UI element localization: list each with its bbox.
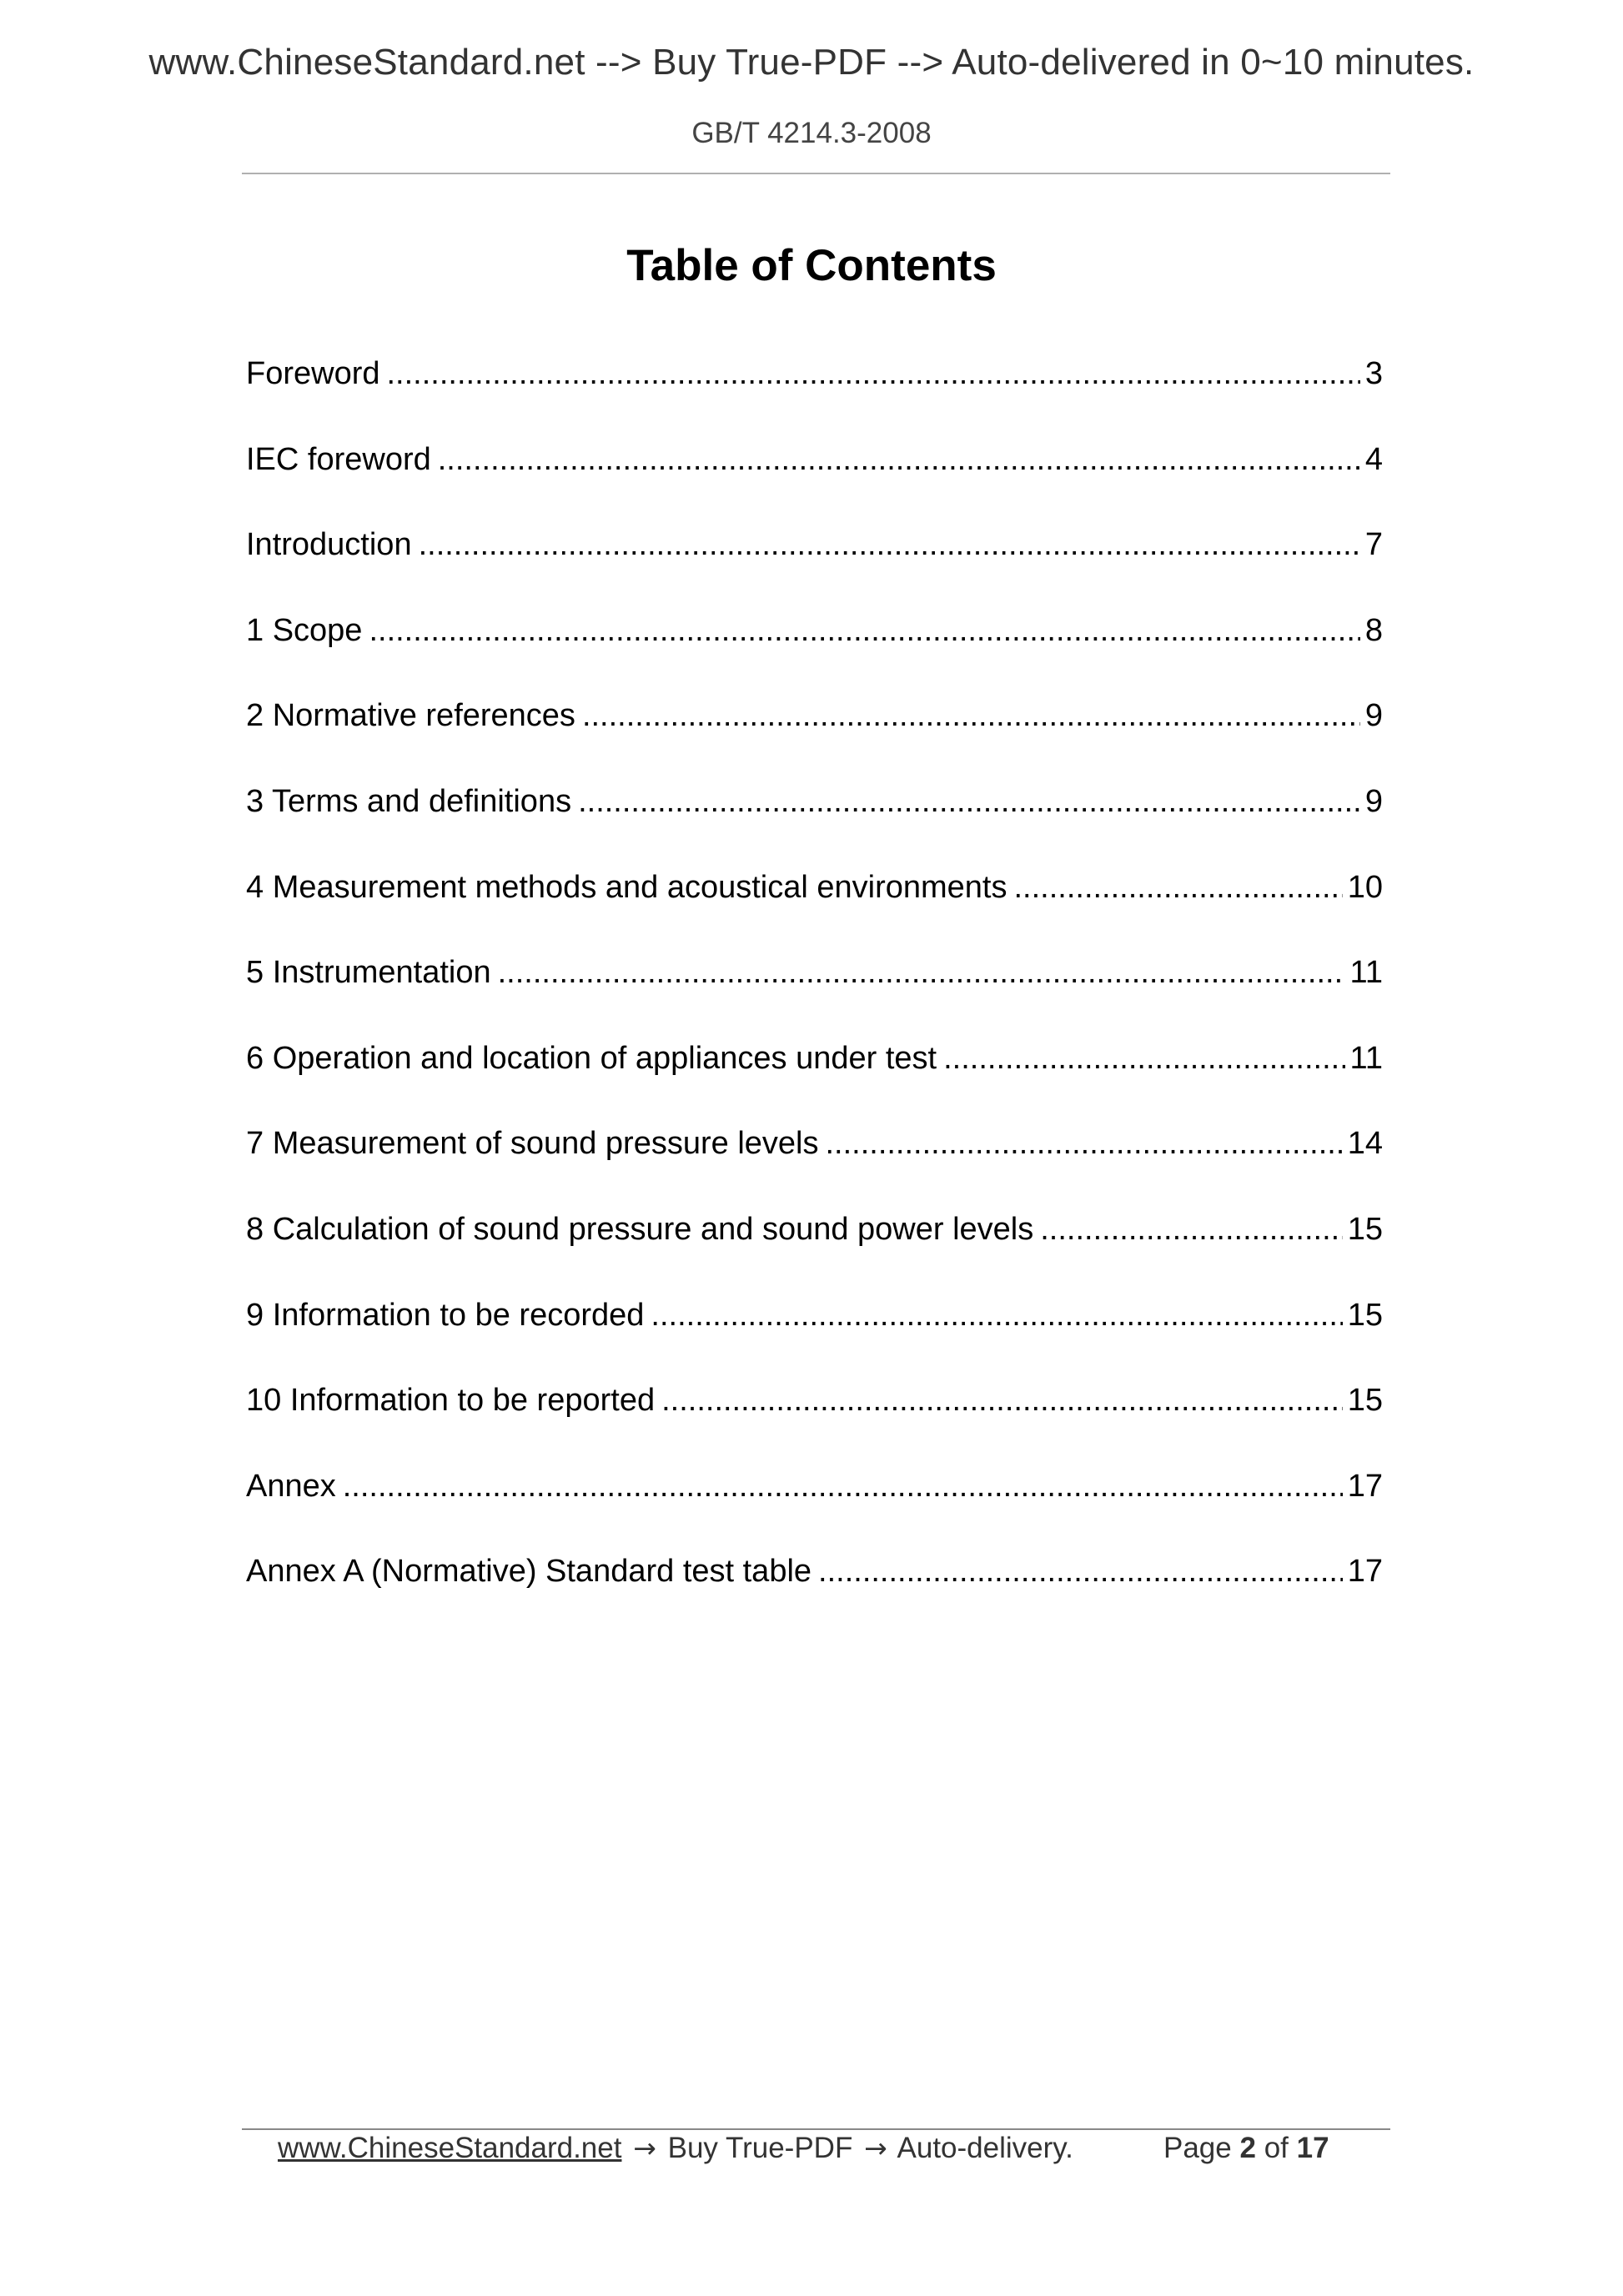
toc-leader-dots: [369, 607, 1359, 654]
toc-entry-label: Annex: [246, 1468, 336, 1504]
toc-entry-label: Annex A (Normative) Standard test table: [246, 1554, 812, 1590]
header-divider: [242, 173, 1390, 174]
toc-entry-label: 2 Normative references: [246, 698, 575, 734]
toc-entry-sound-pressure-measurement[interactable]: [246, 1120, 1383, 1206]
toc-entry-introduction[interactable]: [246, 521, 1383, 607]
toc-entry-label: 4 Measurement methods and acoustical environments: [246, 869, 1007, 905]
toc-entry-label: IEC foreword: [246, 441, 431, 477]
toc-leader-dots: [1040, 1206, 1342, 1253]
toc-entry-page: 7: [1364, 527, 1383, 563]
page-counter: [1163, 2132, 1329, 2165]
toc-entry-terms-definitions[interactable]: [246, 778, 1383, 864]
toc-entry-page: 15: [1347, 1297, 1383, 1333]
footer-delivery-text: Auto-delivery.: [897, 2132, 1073, 2164]
footer-site-link[interactable]: www.ChineseStandard.net: [278, 2132, 622, 2164]
toc-leader-dots: [387, 350, 1360, 397]
toc-entry-information-reported[interactable]: [246, 1377, 1383, 1463]
toc-entry-label: Introduction: [246, 527, 412, 563]
top-banner: www.ChineseStandard.net --> Buy True-PDF --> Auto-delivered in 0~10 minutes.: [148, 42, 1475, 83]
toc-entry-page: 9: [1364, 783, 1383, 819]
toc-leader-dots: [578, 778, 1360, 825]
toc-entry-information-recorded[interactable]: [246, 1292, 1383, 1378]
toc-entry-operation-location[interactable]: [246, 1035, 1383, 1121]
toc-title: Table of Contents: [626, 241, 997, 290]
footer-promo: [278, 2132, 1073, 2165]
total-pages-number: 17: [1296, 2132, 1329, 2164]
toc-leader-dots: [582, 692, 1360, 739]
toc-entry-page: 17: [1347, 1468, 1383, 1504]
toc-entry-label: 5 Instrumentation: [246, 955, 491, 991]
toc-entry-label: 7 Measurement of sound pressure levels: [246, 1126, 819, 1162]
of-word: of: [1264, 2132, 1289, 2164]
toc-entry-annex-a[interactable]: [246, 1548, 1383, 1634]
toc-entry-page: 10: [1347, 869, 1383, 905]
toc-list: [246, 350, 1383, 1634]
toc-entry-page: 14: [1347, 1126, 1383, 1162]
toc-leader-dots: [943, 1035, 1344, 1082]
toc-entry-label: 1 Scope: [246, 612, 363, 648]
toc-entry-page: 4: [1364, 441, 1383, 477]
toc-leader-dots: [498, 949, 1345, 996]
document-code: GB/T 4214.3-2008: [691, 117, 932, 149]
toc-entry-label: 10 Information to be reported: [246, 1383, 656, 1419]
toc-entry-label: 8 Calculation of sound pressure and sound power levels: [246, 1211, 1034, 1247]
toc-entry-normative-references[interactable]: [246, 692, 1383, 778]
toc-entry-measurement-methods[interactable]: [246, 864, 1383, 950]
toc-leader-dots: [661, 1377, 1343, 1424]
toc-entry-instrumentation[interactable]: [246, 949, 1383, 1035]
toc-leader-dots: [343, 1463, 1343, 1510]
arrow-right-icon: →: [864, 2132, 887, 2164]
current-page-number: 2: [1239, 2132, 1256, 2164]
toc-entry-scope[interactable]: [246, 607, 1383, 693]
toc-entry-foreword[interactable]: [246, 350, 1383, 436]
toc-entry-iec-foreword[interactable]: [246, 436, 1383, 522]
toc-entry-calculation[interactable]: [246, 1206, 1383, 1292]
toc-leader-dots: [818, 1548, 1343, 1595]
toc-entry-label: 3 Terms and definitions: [246, 783, 572, 819]
toc-leader-dots: [1013, 864, 1342, 911]
toc-entry-page: 8: [1364, 612, 1383, 648]
toc-entry-page: 3: [1364, 356, 1383, 391]
toc-entry-page: 15: [1347, 1211, 1383, 1247]
toc-entry-page: 9: [1364, 698, 1383, 734]
toc-entry-page: 15: [1347, 1383, 1383, 1419]
toc-leader-dots: [651, 1292, 1342, 1339]
toc-leader-dots: [438, 436, 1360, 483]
toc-leader-dots: [419, 521, 1360, 568]
footer-divider: [242, 2128, 1390, 2130]
toc-entry-label: 6 Operation and location of appliances under test: [246, 1040, 937, 1076]
toc-entry-page: 11: [1349, 1040, 1383, 1076]
toc-entry-label: Foreword: [246, 356, 380, 391]
toc-entry-annex[interactable]: [246, 1463, 1383, 1549]
page-word: Page: [1163, 2132, 1232, 2164]
toc-leader-dots: [825, 1120, 1342, 1167]
toc-entry-page: 11: [1349, 955, 1383, 991]
toc-entry-label: 9 Information to be recorded: [246, 1297, 645, 1333]
toc-entry-page: 17: [1347, 1554, 1383, 1590]
footer-buy-text: Buy True-PDF: [667, 2132, 853, 2164]
arrow-right-icon: →: [633, 2132, 656, 2164]
